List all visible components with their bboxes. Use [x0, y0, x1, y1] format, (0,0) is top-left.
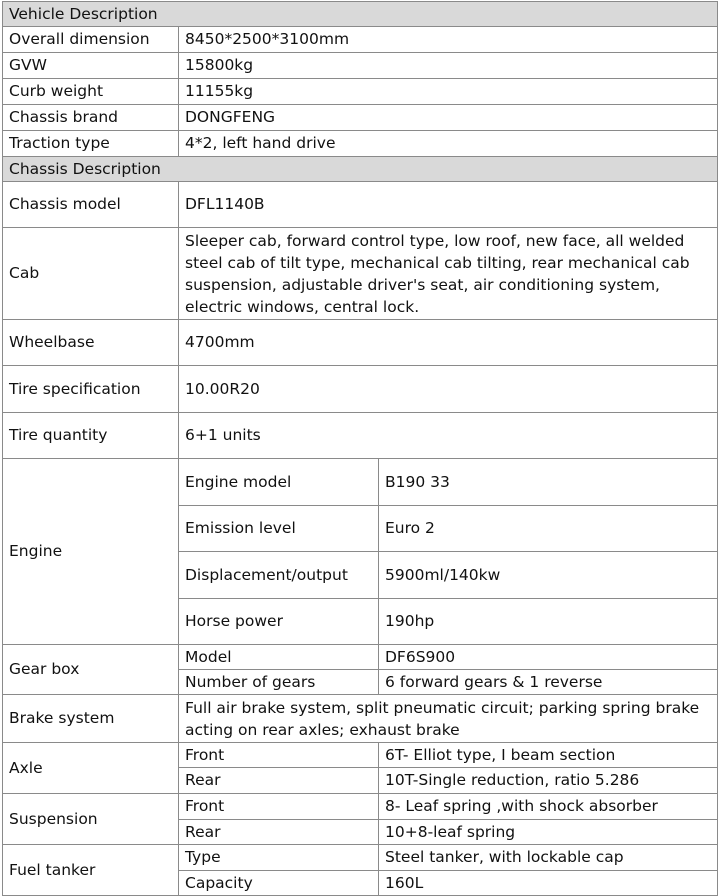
- table-row: [3, 131, 718, 157]
- sub-value: 6T- Elliot type, I beam section: [379, 743, 718, 768]
- row-label: Tire quantity: [3, 413, 179, 459]
- row-value: 6+1 units: [179, 413, 718, 459]
- sub-label: Rear: [179, 820, 379, 845]
- row-label: Fuel tanker: [3, 845, 179, 896]
- sub-value: 160L: [379, 871, 718, 896]
- sub-value: B190 33: [379, 459, 718, 506]
- table-row: [3, 366, 718, 413]
- sub-value: DF6S900: [379, 645, 718, 670]
- table-row: [3, 459, 718, 506]
- row-label: Chassis brand: [3, 105, 179, 131]
- sub-label: Number of gears: [179, 670, 379, 695]
- row-value: 8450*2500*3100mm: [179, 27, 718, 53]
- row-value: 10.00R20: [179, 366, 718, 413]
- row-label: Cab: [3, 228, 179, 320]
- sub-label: Type: [179, 845, 379, 871]
- row-label: GVW: [3, 53, 179, 79]
- row-label: Curb weight: [3, 79, 179, 105]
- table-row: [3, 695, 718, 743]
- row-value: Full air brake system, split pneumatic circuit; parking spring brake acting on rear axles; exhaust brake: [179, 695, 718, 743]
- row-label: Overall dimension: [3, 27, 179, 53]
- row-value: 4*2, left hand drive: [179, 131, 718, 157]
- sub-value: Euro 2: [379, 506, 718, 552]
- row-value: DONGFENG: [179, 105, 718, 131]
- sub-label: Horse power: [179, 599, 379, 645]
- sub-value: 190hp: [379, 599, 718, 645]
- sub-label: Capacity: [179, 871, 379, 896]
- sub-value: Steel tanker, with lockable cap: [379, 845, 718, 871]
- row-label: Tire specification: [3, 366, 179, 413]
- row-label: Traction type: [3, 131, 179, 157]
- row-label: Wheelbase: [3, 320, 179, 366]
- row-value: Sleeper cab, forward control type, low roof, new face, all welded steel cab of tilt type, mechanical cab tilting, rear mechanical cab suspension, adjustable driver's seat, air conditioning system, electric windows, central lock.: [179, 228, 718, 320]
- table-row: [3, 320, 718, 366]
- table-row: [3, 53, 718, 79]
- table-row: [3, 794, 718, 820]
- table-row: [3, 413, 718, 459]
- sub-value: 10T-Single reduction, ratio 5.286: [379, 768, 718, 794]
- table-row: [3, 79, 718, 105]
- section-title: Chassis Description: [3, 157, 718, 182]
- row-label: Gear box: [3, 645, 179, 695]
- sub-value: 5900ml/140kw: [379, 552, 718, 599]
- spec-table: [2, 1, 718, 896]
- table-row: [3, 228, 718, 320]
- row-value: 15800kg: [179, 53, 718, 79]
- section-chassis: [3, 157, 718, 182]
- row-label: Engine: [3, 459, 179, 645]
- table-row: [3, 27, 718, 53]
- section-title: Vehicle Description: [3, 2, 718, 27]
- row-value: DFL1140B: [179, 182, 718, 228]
- sub-label: Engine model: [179, 459, 379, 506]
- table-row: [3, 743, 718, 768]
- sub-label: Emission level: [179, 506, 379, 552]
- row-label: Brake system: [3, 695, 179, 743]
- table-row: [3, 645, 718, 670]
- row-value: 11155kg: [179, 79, 718, 105]
- sub-label: Front: [179, 794, 379, 820]
- row-label: Axle: [3, 743, 179, 794]
- sub-value: 10+8-leaf spring: [379, 820, 718, 845]
- sub-label: Displacement/output: [179, 552, 379, 599]
- row-label: Suspension: [3, 794, 179, 845]
- table-row: [3, 182, 718, 228]
- sub-value: 8- Leaf spring ,with shock absorber: [379, 794, 718, 820]
- row-label: Chassis model: [3, 182, 179, 228]
- row-value: 4700mm: [179, 320, 718, 366]
- sub-value: 6 forward gears & 1 reverse: [379, 670, 718, 695]
- sub-label: Front: [179, 743, 379, 768]
- table-row: [3, 845, 718, 871]
- sub-label: Model: [179, 645, 379, 670]
- table-row: [3, 105, 718, 131]
- section-vehicle: [3, 2, 718, 27]
- sub-label: Rear: [179, 768, 379, 794]
